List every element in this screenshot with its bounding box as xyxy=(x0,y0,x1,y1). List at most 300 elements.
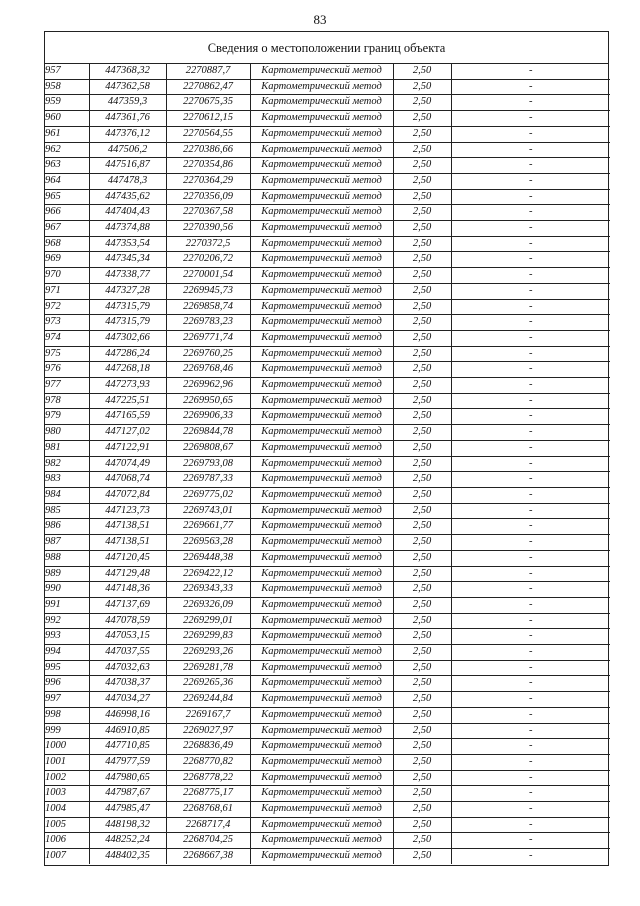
table-row xyxy=(45,362,610,378)
table-row xyxy=(45,283,610,299)
note-cell: - xyxy=(451,126,610,142)
note-cell: - xyxy=(451,236,610,252)
point-number-cell: 965 xyxy=(45,189,89,205)
note-cell: - xyxy=(451,64,610,79)
table-row xyxy=(45,597,610,613)
coordinate-y-cell: 2269945,73 xyxy=(166,283,250,299)
precision-cell: 2,50 xyxy=(393,660,451,676)
coordinate-y-cell: 2268704,25 xyxy=(166,833,250,849)
precision-cell: 2,50 xyxy=(393,425,451,441)
coordinate-x-cell: 447376,12 xyxy=(89,126,166,142)
note-cell: - xyxy=(451,268,610,284)
method-cell: Картометрический метод xyxy=(250,362,393,378)
coordinate-x-cell: 447302,66 xyxy=(89,330,166,346)
table-title: Сведения о местоположении границ объекта xyxy=(45,32,608,64)
page-number: 83 xyxy=(313,12,327,27)
table-row xyxy=(45,142,610,158)
coordinate-y-cell: 2269293,26 xyxy=(166,645,250,661)
method-cell: Картометрический метод xyxy=(250,676,393,692)
table-row xyxy=(45,330,610,346)
method-cell: Картометрический метод xyxy=(250,440,393,456)
precision-cell: 2,50 xyxy=(393,252,451,268)
method-cell: Картометрический метод xyxy=(250,692,393,708)
precision-cell: 2,50 xyxy=(393,707,451,723)
precision-cell: 2,50 xyxy=(393,79,451,95)
precision-cell: 2,50 xyxy=(393,409,451,425)
method-cell: Картометрический метод xyxy=(250,425,393,441)
precision-cell: 2,50 xyxy=(393,189,451,205)
coordinate-y-cell: 2270001,54 xyxy=(166,268,250,284)
method-cell: Картометрический метод xyxy=(250,79,393,95)
note-cell: - xyxy=(451,566,610,582)
coordinate-y-cell: 2269448,38 xyxy=(166,550,250,566)
point-number-cell: 960 xyxy=(45,111,89,127)
note-cell: - xyxy=(451,692,610,708)
coordinate-x-cell: 447072,84 xyxy=(89,487,166,503)
method-cell: Картометрический метод xyxy=(250,550,393,566)
coordinate-x-cell: 447122,91 xyxy=(89,440,166,456)
precision-cell: 2,50 xyxy=(393,173,451,189)
method-cell: Картометрический метод xyxy=(250,378,393,394)
point-number-cell: 994 xyxy=(45,645,89,661)
table-row xyxy=(45,833,610,849)
method-cell: Картометрический метод xyxy=(250,519,393,535)
note-cell: - xyxy=(451,739,610,755)
coordinate-y-cell: 2269858,74 xyxy=(166,299,250,315)
table-row xyxy=(45,111,610,127)
coordinate-y-cell: 2269167,7 xyxy=(166,707,250,723)
coordinate-y-cell: 2270354,86 xyxy=(166,158,250,174)
coordinate-x-cell: 447137,69 xyxy=(89,597,166,613)
table-row xyxy=(45,346,610,362)
table-row xyxy=(45,550,610,566)
coordinate-y-cell: 2269326,09 xyxy=(166,597,250,613)
table-row xyxy=(45,660,610,676)
method-cell: Картометрический метод xyxy=(250,142,393,158)
coordinate-y-cell: 2269808,67 xyxy=(166,440,250,456)
coordinate-x-cell: 447123,73 xyxy=(89,503,166,519)
table-row xyxy=(45,205,610,221)
note-cell: - xyxy=(451,770,610,786)
precision-cell: 2,50 xyxy=(393,692,451,708)
coordinate-y-cell: 2269661,77 xyxy=(166,519,250,535)
table-row xyxy=(45,315,610,331)
coordinate-x-cell: 447478,3 xyxy=(89,173,166,189)
note-cell: - xyxy=(451,362,610,378)
precision-cell: 2,50 xyxy=(393,519,451,535)
note-cell: - xyxy=(451,582,610,598)
precision-cell: 2,50 xyxy=(393,817,451,833)
table-row xyxy=(45,786,610,802)
coordinate-y-cell: 2270372,5 xyxy=(166,236,250,252)
note-cell: - xyxy=(451,660,610,676)
note-cell: - xyxy=(451,283,610,299)
note-cell: - xyxy=(451,330,610,346)
coordinate-y-cell: 2269783,23 xyxy=(166,315,250,331)
method-cell: Картометрический метод xyxy=(250,393,393,409)
coordinate-y-cell: 2269244,84 xyxy=(166,692,250,708)
note-cell: - xyxy=(451,252,610,268)
coordinate-x-cell: 447268,18 xyxy=(89,362,166,378)
point-number-cell: 961 xyxy=(45,126,89,142)
precision-cell: 2,50 xyxy=(393,503,451,519)
method-cell: Картометрический метод xyxy=(250,597,393,613)
note-cell: - xyxy=(451,425,610,441)
precision-cell: 2,50 xyxy=(393,456,451,472)
coordinate-x-cell: 447374,88 xyxy=(89,221,166,237)
precision-cell: 2,50 xyxy=(393,487,451,503)
method-cell: Картометрический метод xyxy=(250,95,393,111)
coordinate-x-cell: 447404,43 xyxy=(89,205,166,221)
note-cell: - xyxy=(451,503,610,519)
precision-cell: 2,50 xyxy=(393,111,451,127)
precision-cell: 2,50 xyxy=(393,739,451,755)
method-cell: Картометрический метод xyxy=(250,802,393,818)
precision-cell: 2,50 xyxy=(393,566,451,582)
precision-cell: 2,50 xyxy=(393,393,451,409)
note-cell: - xyxy=(451,472,610,488)
table-row xyxy=(45,378,610,394)
coordinate-y-cell: 2268836,49 xyxy=(166,739,250,755)
note-cell: - xyxy=(451,299,610,315)
precision-cell: 2,50 xyxy=(393,268,451,284)
table-row xyxy=(45,723,610,739)
coordinate-x-cell: 447138,51 xyxy=(89,535,166,551)
point-number-cell: 975 xyxy=(45,346,89,362)
point-number-cell: 1000 xyxy=(45,739,89,755)
coordinate-y-cell: 2269771,74 xyxy=(166,330,250,346)
point-number-cell: 979 xyxy=(45,409,89,425)
coordinate-y-cell: 2270612,15 xyxy=(166,111,250,127)
coordinate-x-cell: 447327,28 xyxy=(89,283,166,299)
note-cell: - xyxy=(451,440,610,456)
precision-cell: 2,50 xyxy=(393,613,451,629)
note-cell: - xyxy=(451,786,610,802)
point-number-cell: 964 xyxy=(45,173,89,189)
coordinate-x-cell: 447138,51 xyxy=(89,519,166,535)
precision-cell: 2,50 xyxy=(393,754,451,770)
coordinate-x-cell: 447273,93 xyxy=(89,378,166,394)
table-row xyxy=(45,64,610,79)
method-cell: Картометрический метод xyxy=(250,739,393,755)
note-cell: - xyxy=(451,613,610,629)
coordinate-x-cell: 447074,49 xyxy=(89,456,166,472)
table-row xyxy=(45,519,610,535)
point-number-cell: 997 xyxy=(45,692,89,708)
precision-cell: 2,50 xyxy=(393,346,451,362)
precision-cell: 2,50 xyxy=(393,833,451,849)
precision-cell: 2,50 xyxy=(393,770,451,786)
coordinate-x-cell: 447127,02 xyxy=(89,425,166,441)
coordinates-table xyxy=(45,64,610,864)
note-cell: - xyxy=(451,173,610,189)
precision-cell: 2,50 xyxy=(393,142,451,158)
table-row xyxy=(45,535,610,551)
method-cell: Картометрический метод xyxy=(250,330,393,346)
table-row xyxy=(45,582,610,598)
coordinate-y-cell: 2269950,65 xyxy=(166,393,250,409)
point-number-cell: 989 xyxy=(45,566,89,582)
note-cell: - xyxy=(451,519,610,535)
coordinate-y-cell: 2269027,97 xyxy=(166,723,250,739)
point-number-cell: 971 xyxy=(45,283,89,299)
note-cell: - xyxy=(451,550,610,566)
precision-cell: 2,50 xyxy=(393,299,451,315)
table-row xyxy=(45,754,610,770)
coordinate-y-cell: 2269265,36 xyxy=(166,676,250,692)
point-number-cell: 991 xyxy=(45,597,89,613)
method-cell: Картометрический метод xyxy=(250,487,393,503)
point-number-cell: 985 xyxy=(45,503,89,519)
point-number-cell: 998 xyxy=(45,707,89,723)
note-cell: - xyxy=(451,346,610,362)
note-cell: - xyxy=(451,802,610,818)
table-row xyxy=(45,802,610,818)
note-cell: - xyxy=(451,707,610,723)
method-cell: Картометрический метод xyxy=(250,503,393,519)
coordinate-y-cell: 2268667,38 xyxy=(166,849,250,864)
note-cell: - xyxy=(451,754,610,770)
method-cell: Картометрический метод xyxy=(250,833,393,849)
coordinate-x-cell: 447165,59 xyxy=(89,409,166,425)
table-row xyxy=(45,472,610,488)
coordinate-y-cell: 2269962,96 xyxy=(166,378,250,394)
note-cell: - xyxy=(451,315,610,331)
point-number-cell: 993 xyxy=(45,629,89,645)
point-number-cell: 972 xyxy=(45,299,89,315)
precision-cell: 2,50 xyxy=(393,440,451,456)
note-cell: - xyxy=(451,79,610,95)
table-row xyxy=(45,393,610,409)
method-cell: Картометрический метод xyxy=(250,268,393,284)
precision-cell: 2,50 xyxy=(393,95,451,111)
point-number-cell: 990 xyxy=(45,582,89,598)
point-number-cell: 1004 xyxy=(45,802,89,818)
note-cell: - xyxy=(451,142,610,158)
coordinate-y-cell: 2269281,78 xyxy=(166,660,250,676)
coordinate-x-cell: 447129,48 xyxy=(89,566,166,582)
point-number-cell: 1001 xyxy=(45,754,89,770)
coordinate-y-cell: 2269775,02 xyxy=(166,487,250,503)
point-number-cell: 986 xyxy=(45,519,89,535)
precision-cell: 2,50 xyxy=(393,64,451,79)
table-row xyxy=(45,503,610,519)
method-cell: Картометрический метод xyxy=(250,221,393,237)
point-number-cell: 981 xyxy=(45,440,89,456)
point-number-cell: 984 xyxy=(45,487,89,503)
precision-cell: 2,50 xyxy=(393,786,451,802)
coordinate-x-cell: 447338,77 xyxy=(89,268,166,284)
coordinate-y-cell: 2269563,28 xyxy=(166,535,250,551)
coordinate-y-cell: 2269422,12 xyxy=(166,566,250,582)
table-row xyxy=(45,173,610,189)
coordinate-y-cell: 2270862,47 xyxy=(166,79,250,95)
note-cell: - xyxy=(451,833,610,849)
point-number-cell: 983 xyxy=(45,472,89,488)
coordinate-y-cell: 2270356,09 xyxy=(166,189,250,205)
point-number-cell: 1005 xyxy=(45,817,89,833)
coordinate-y-cell: 2270386,66 xyxy=(166,142,250,158)
coordinate-y-cell: 2269743,01 xyxy=(166,503,250,519)
point-number-cell: 1003 xyxy=(45,786,89,802)
method-cell: Картометрический метод xyxy=(250,173,393,189)
method-cell: Картометрический метод xyxy=(250,346,393,362)
coordinate-x-cell: 447977,59 xyxy=(89,754,166,770)
coordinate-x-cell: 447368,32 xyxy=(89,64,166,79)
table-row xyxy=(45,456,610,472)
coordinate-y-cell: 2269787,33 xyxy=(166,472,250,488)
precision-cell: 2,50 xyxy=(393,550,451,566)
method-cell: Картометрический метод xyxy=(250,283,393,299)
precision-cell: 2,50 xyxy=(393,283,451,299)
coordinate-x-cell: 447038,37 xyxy=(89,676,166,692)
point-number-cell: 977 xyxy=(45,378,89,394)
table-row xyxy=(45,770,610,786)
table-row xyxy=(45,629,610,645)
table-row xyxy=(45,221,610,237)
point-number-cell: 958 xyxy=(45,79,89,95)
method-cell: Картометрический метод xyxy=(250,409,393,425)
table-row xyxy=(45,252,610,268)
coordinate-x-cell: 447148,36 xyxy=(89,582,166,598)
method-cell: Картометрический метод xyxy=(250,158,393,174)
method-cell: Картометрический метод xyxy=(250,126,393,142)
note-cell: - xyxy=(451,645,610,661)
method-cell: Картометрический метод xyxy=(250,535,393,551)
coordinate-y-cell: 2270367,58 xyxy=(166,205,250,221)
precision-cell: 2,50 xyxy=(393,330,451,346)
point-number-cell: 992 xyxy=(45,613,89,629)
boundary-table-frame xyxy=(44,31,609,866)
table-row xyxy=(45,189,610,205)
coordinate-y-cell: 2270675,35 xyxy=(166,95,250,111)
coordinate-y-cell: 2270206,72 xyxy=(166,252,250,268)
coordinate-x-cell: 447315,79 xyxy=(89,315,166,331)
method-cell: Картометрический метод xyxy=(250,582,393,598)
coordinate-x-cell: 447353,54 xyxy=(89,236,166,252)
point-number-cell: 1007 xyxy=(45,849,89,864)
coordinate-y-cell: 2270364,29 xyxy=(166,173,250,189)
coordinate-x-cell: 447078,59 xyxy=(89,613,166,629)
note-cell: - xyxy=(451,535,610,551)
point-number-cell: 974 xyxy=(45,330,89,346)
coordinate-y-cell: 2268775,17 xyxy=(166,786,250,802)
table-row xyxy=(45,95,610,111)
precision-cell: 2,50 xyxy=(393,582,451,598)
precision-cell: 2,50 xyxy=(393,629,451,645)
method-cell: Картометрический метод xyxy=(250,723,393,739)
precision-cell: 2,50 xyxy=(393,597,451,613)
precision-cell: 2,50 xyxy=(393,315,451,331)
point-number-cell: 973 xyxy=(45,315,89,331)
method-cell: Картометрический метод xyxy=(250,849,393,864)
coordinate-x-cell: 447506,2 xyxy=(89,142,166,158)
point-number-cell: 957 xyxy=(45,64,89,79)
point-number-cell: 963 xyxy=(45,158,89,174)
point-number-cell: 962 xyxy=(45,142,89,158)
coordinate-x-cell: 447345,34 xyxy=(89,252,166,268)
note-cell: - xyxy=(451,629,610,645)
table-row xyxy=(45,739,610,755)
coordinate-x-cell: 447286,24 xyxy=(89,346,166,362)
precision-cell: 2,50 xyxy=(393,236,451,252)
table-row xyxy=(45,299,610,315)
precision-cell: 2,50 xyxy=(393,126,451,142)
precision-cell: 2,50 xyxy=(393,362,451,378)
precision-cell: 2,50 xyxy=(393,472,451,488)
method-cell: Картометрический метод xyxy=(250,472,393,488)
method-cell: Картометрический метод xyxy=(250,817,393,833)
coordinate-x-cell: 447315,79 xyxy=(89,299,166,315)
method-cell: Картометрический метод xyxy=(250,189,393,205)
coordinate-x-cell: 447225,51 xyxy=(89,393,166,409)
table-row xyxy=(45,645,610,661)
method-cell: Картометрический метод xyxy=(250,299,393,315)
table-row xyxy=(45,126,610,142)
coordinate-x-cell: 446910,85 xyxy=(89,723,166,739)
coordinate-y-cell: 2269793,08 xyxy=(166,456,250,472)
note-cell: - xyxy=(451,378,610,394)
method-cell: Картометрический метод xyxy=(250,111,393,127)
point-number-cell: 987 xyxy=(45,535,89,551)
table-row xyxy=(45,440,610,456)
point-number-cell: 995 xyxy=(45,660,89,676)
table-row xyxy=(45,613,610,629)
coordinate-x-cell: 447034,27 xyxy=(89,692,166,708)
coordinate-x-cell: 447435,62 xyxy=(89,189,166,205)
coordinate-x-cell: 447516,87 xyxy=(89,158,166,174)
note-cell: - xyxy=(451,189,610,205)
point-number-cell: 969 xyxy=(45,252,89,268)
precision-cell: 2,50 xyxy=(393,205,451,221)
point-number-cell: 978 xyxy=(45,393,89,409)
precision-cell: 2,50 xyxy=(393,535,451,551)
note-cell: - xyxy=(451,409,610,425)
coordinate-y-cell: 2270887,7 xyxy=(166,64,250,79)
coordinate-y-cell: 2270564,55 xyxy=(166,126,250,142)
table-row xyxy=(45,566,610,582)
point-number-cell: 1002 xyxy=(45,770,89,786)
precision-cell: 2,50 xyxy=(393,221,451,237)
point-number-cell: 1006 xyxy=(45,833,89,849)
coordinate-x-cell: 447120,45 xyxy=(89,550,166,566)
coordinate-y-cell: 2269768,46 xyxy=(166,362,250,378)
precision-cell: 2,50 xyxy=(393,378,451,394)
note-cell: - xyxy=(451,111,610,127)
coordinate-x-cell: 447362,58 xyxy=(89,79,166,95)
table-row xyxy=(45,707,610,723)
coordinate-y-cell: 2269299,83 xyxy=(166,629,250,645)
note-cell: - xyxy=(451,597,610,613)
precision-cell: 2,50 xyxy=(393,645,451,661)
coordinate-y-cell: 2268768,61 xyxy=(166,802,250,818)
method-cell: Картометрический метод xyxy=(250,645,393,661)
table-row xyxy=(45,79,610,95)
method-cell: Картометрический метод xyxy=(250,707,393,723)
point-number-cell: 967 xyxy=(45,221,89,237)
coordinate-x-cell: 447987,67 xyxy=(89,786,166,802)
note-cell: - xyxy=(451,393,610,409)
note-cell: - xyxy=(451,158,610,174)
table-row xyxy=(45,487,610,503)
method-cell: Картометрический метод xyxy=(250,252,393,268)
table-row xyxy=(45,676,610,692)
coordinate-y-cell: 2268770,82 xyxy=(166,754,250,770)
coordinates-table-body xyxy=(45,64,610,864)
table-row xyxy=(45,268,610,284)
method-cell: Картометрический метод xyxy=(250,660,393,676)
coordinate-x-cell: 448252,24 xyxy=(89,833,166,849)
